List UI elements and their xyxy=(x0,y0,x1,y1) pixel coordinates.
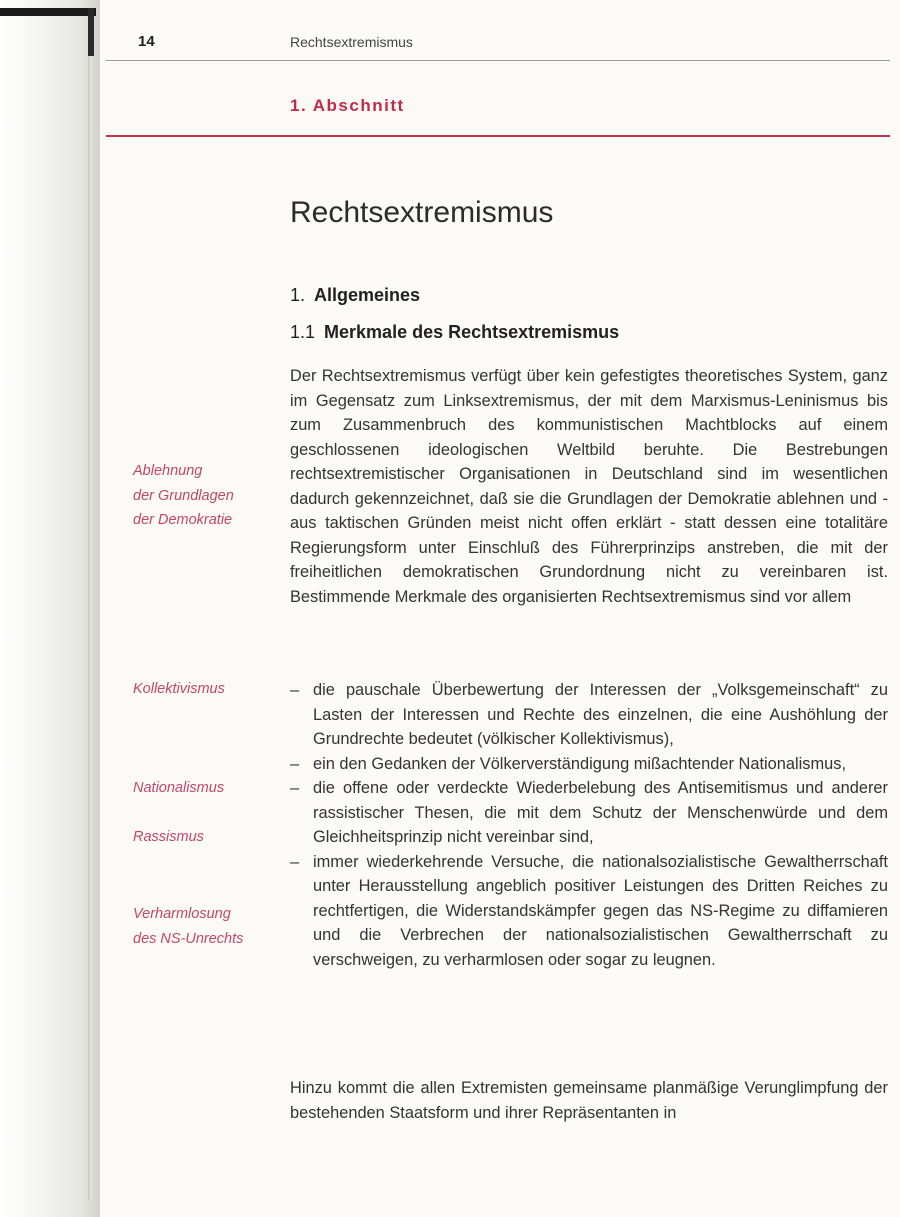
heading-1-number: 1. xyxy=(290,285,306,305)
margin-note-line: der Demokratie xyxy=(133,512,233,528)
margin-note-kollektivismus xyxy=(133,677,225,702)
book-spine-shadow xyxy=(0,0,100,1217)
section-rule xyxy=(106,135,890,137)
list-item-text: die pauschale Überbewertung der Interessen der „Volksgemeinschaft“ zu Lasten der Interessen und Rechte des einzelnen, die eine Aushöhlung der Grundrechte bedeutet (völkischer Kollektivismus), xyxy=(313,681,888,748)
heading-level-1 xyxy=(290,285,420,306)
margin-note-line: Rassismus xyxy=(133,829,204,845)
chapter-title: Rechtsextremismus xyxy=(290,196,554,229)
margin-note-line: Kollektivismus xyxy=(133,681,225,697)
list-item-text: immer wiederkehrende Versuche, die nationalsozialistische Gewaltherrschaft unter Herausstellung angeblich positiver Leistungen des Dritten Reiches zu rechtfertigen, die Widerstandskämpfer gegen das NS-Regime zu diffamieren und die Verbrechen der nationalsozialistischen Gewaltherrschaft zu verschweigen, zu verharmlosen oder sogar zu leugnen. xyxy=(313,852,888,969)
body-paragraph-1: Der Rechtsextremismus verfügt über kein gefestigtes theoretisches System, ganz im Gegensatz zum Linksextremismus, der mit dem Marxismus-Leninismus bis zum Zusammenbruch des kommunistischen Machtblocks auf einem geschlossenen ideologischen Weltbild beruhte. Die Bestrebungen rechtsextremistischer Organisationen in Deutschland sind im wesentlichen dadurch gekennzeichnet, daß sie die Grundlagen der Demokratie ablehnen und - aus taktischen Gründen meist nicht offen erklärt - statt dessen eine totalitäre Regierungsform unter Einschluß des Führerprinzips anstreben, die mit der freiheitlichen demokratischen Grundordnung nicht zu vereinbaren ist. Bestimmende Merkmale des organisierten Rechtsextremismus sind vor allem xyxy=(290,367,888,606)
page-number: 14 xyxy=(138,33,155,50)
list-item-text: die offene oder verdeckte Wiederbelebung des Antisemitismus und anderer rassistischer Thesen, die mit dem Schutz der Menschenwürde und dem Gleichheitsprinzip nicht vereinbar sind, xyxy=(313,779,888,846)
margin-note-ablehnung xyxy=(133,459,234,533)
list-item xyxy=(290,752,888,777)
list-item xyxy=(290,678,888,752)
heading-2-text: Merkmale des Rechtsextremismus xyxy=(324,322,620,342)
header-rule xyxy=(106,60,890,61)
list-item xyxy=(290,776,888,850)
list-dash: – xyxy=(290,754,300,773)
margin-note-verharmlosung xyxy=(133,902,243,951)
heading-level-2 xyxy=(290,322,619,343)
list-dash: – xyxy=(290,852,300,871)
list-item xyxy=(290,850,888,973)
margin-note-rassismus xyxy=(133,825,204,850)
characteristics-list xyxy=(290,678,888,972)
margin-note-line: Ablehnung xyxy=(133,463,203,479)
list-item-text: ein den Gedanken der Völkerverständigung mißachtender Nationalismus, xyxy=(313,754,846,773)
scan-corner-mark xyxy=(0,8,96,16)
list-dash: – xyxy=(290,779,300,797)
margin-note-line: des NS-Unrechts xyxy=(133,930,244,947)
body-paragraph-2: Hinzu kommt die allen Extremisten gemeinsame planmäßige Verunglimpfung der bestehenden Staatsform und ihrer Repräsentanten in xyxy=(290,1079,888,1122)
heading-1-text: Allgemeines xyxy=(314,285,421,305)
scan-corner-mark-vertical xyxy=(88,8,94,56)
heading-2-number: 1.1 xyxy=(290,322,316,342)
margin-note-line: Nationalismus xyxy=(133,780,225,796)
list-dash: – xyxy=(290,681,300,699)
running-head: Rechtsextremismus xyxy=(290,34,413,50)
section-label: 1. Abschnitt xyxy=(290,96,405,115)
margin-note-line: Verharmlosung xyxy=(133,906,231,922)
margin-note-line: der Grundlagen xyxy=(133,487,234,504)
margin-note-nationalismus xyxy=(133,776,224,801)
page-gutter-edge xyxy=(88,10,92,1200)
